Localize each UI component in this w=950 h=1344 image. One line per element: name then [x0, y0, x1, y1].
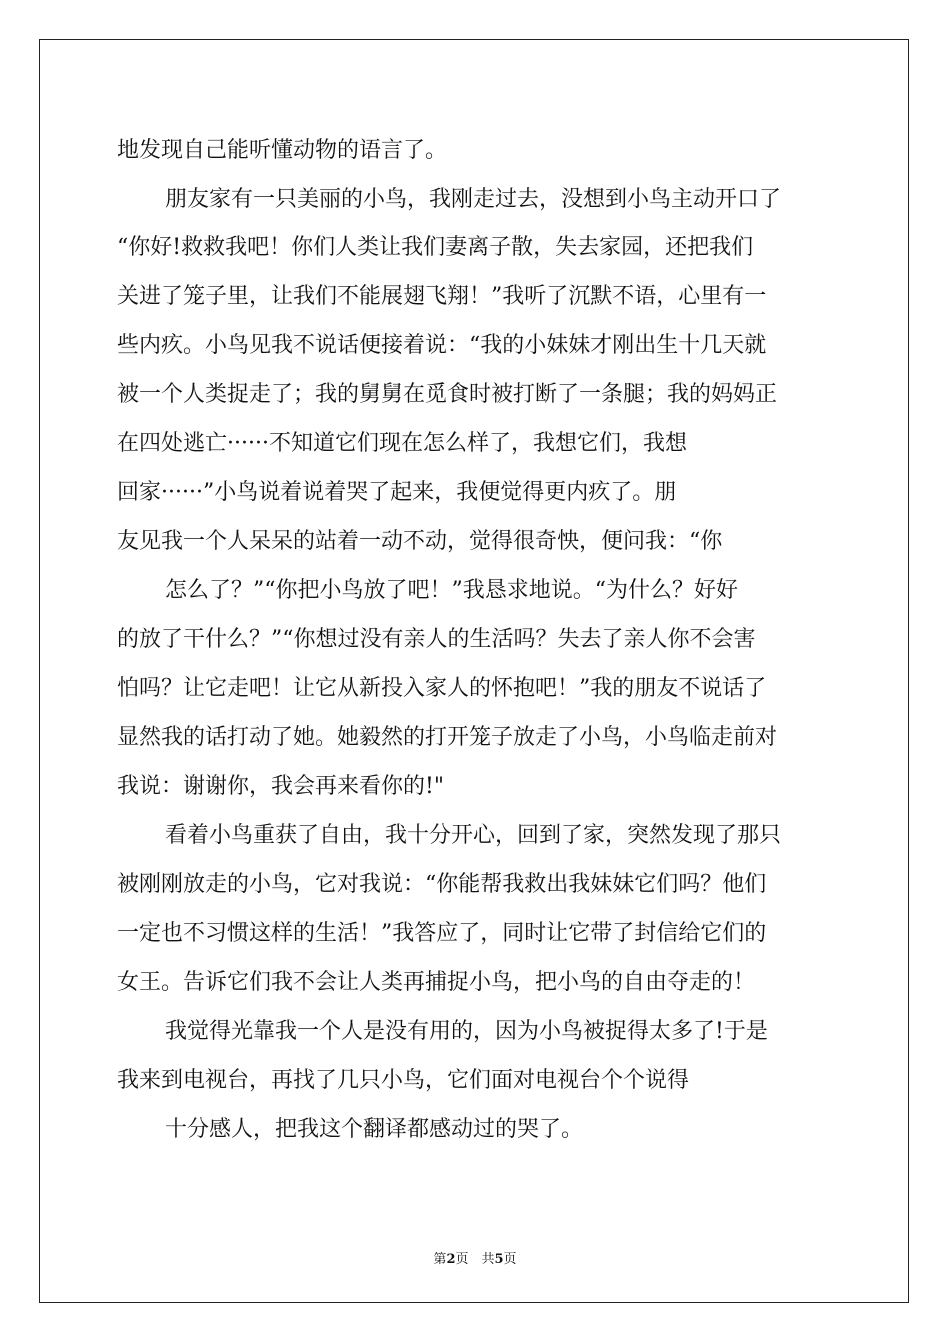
page-footer — [0, 1248, 950, 1267]
text-line: 怎么了？”“你把小鸟放了吧！”我恳求地说。“为什么？好好 — [165, 578, 738, 603]
text-line: 的放了干什么？”“你想过没有亲人的生活吗？失去了亲人你不会害 — [117, 627, 756, 652]
page-mid-text: 页 共 — [455, 1252, 495, 1267]
page-prefix: 第 — [433, 1252, 447, 1267]
text-line: 显然我的话打动了她。她毅然的打开笼子放走了小鸟，小鸟临走前对 — [117, 725, 778, 750]
text-line: 一定也不习惯这样的生活！”我答应了，同时让它带了封信给它们的 — [117, 921, 767, 946]
page-suffix: 页 — [503, 1252, 517, 1267]
text-line: 被一个人类捉走了；我的舅舅在觅食时被打断了一条腿；我的妈妈正 — [117, 382, 778, 407]
text-line: 我觉得光靠我一个人是没有用的，因为小鸟被捉得太多了!于是 — [165, 1019, 768, 1044]
text-line: 回家······”小鸟说着说着哭了起来，我便觉得更内疚了。朋 — [117, 480, 677, 505]
text-line: 在四处逃亡······不知道它们现在怎么样了，我想它们，我想 — [117, 431, 687, 456]
page-border — [39, 39, 909, 1303]
text-line: 友见我一个人呆呆的站着一动不动，觉得很奇怏，便问我：“你 — [117, 529, 723, 554]
text-line: “你好!救救我吧！你们人类让我们妻离子散，失去家园，还把我们 — [117, 235, 754, 260]
text-line: 朋友家有一只美丽的小鸟，我刚走过去，没想到小鸟主动开口了 — [165, 187, 782, 212]
text-line: 怕吗？让它走吧！让它从新投入家人的怀抱吧！”我的朋友不说话了 — [117, 676, 767, 701]
text-line: 关进了笼子里，让我们不能展翅飞翔！”我听了沉默不语，心里有一 — [117, 284, 767, 309]
text-line: 地发现自己能听懂动物的语言了。 — [117, 138, 448, 163]
text-line: 我说：谢谢你，我会再来看你的!" — [117, 774, 444, 799]
text-line: 女王。告诉它们我不会让人类再捕捉小鸟，把小鸟的自由夺走的！ — [117, 970, 756, 995]
text-line: 被刚刚放走的小鸟，它对我说：“你能帮我救出我妹妹它们吗？他们 — [117, 872, 767, 897]
current-page-number: 2 — [446, 1252, 456, 1267]
text-line: 看着小鸟重获了自由，我十分开心，回到了家，突然发现了那只 — [165, 823, 782, 848]
text-line: 我来到电视台，再找了几只小鸟，它们面对电视台个个说得 — [117, 1068, 690, 1093]
text-line: 些内疚。小鸟见我不说话便接着说：“我的小妹妹才刚出生十几天就 — [117, 333, 767, 358]
text-line: 十分感人，把我这个翻译都感动过的哭了。 — [165, 1117, 584, 1142]
total-pages-number: 5 — [494, 1252, 504, 1267]
